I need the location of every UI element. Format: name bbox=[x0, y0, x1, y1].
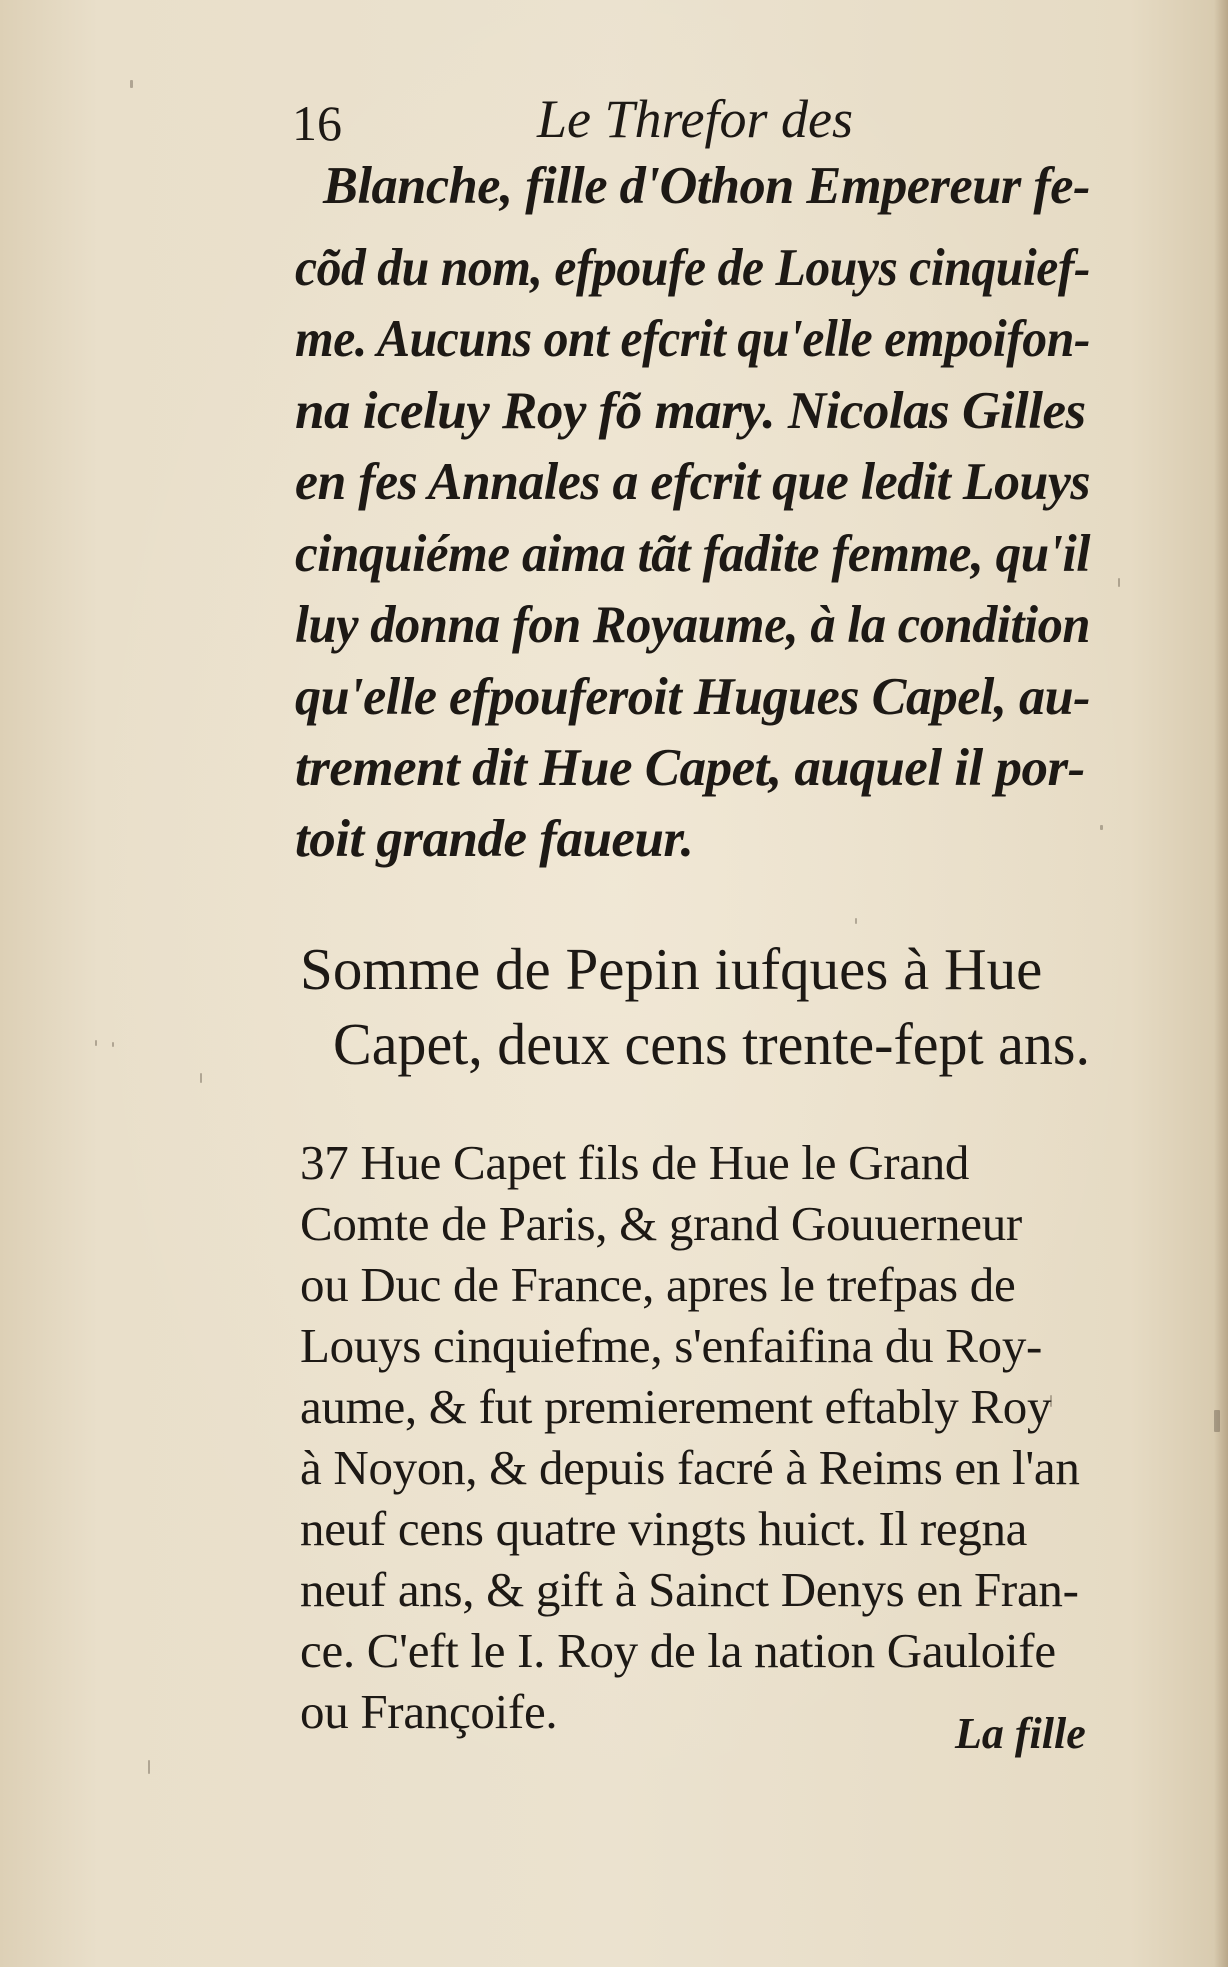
text-line: ce. C'eft le I. Roy de la nation Gauloife bbox=[300, 1623, 1056, 1678]
text-line: neuf ans, & gift à Sainct Denys en Fran- bbox=[300, 1562, 1079, 1617]
paper-speck bbox=[855, 918, 857, 924]
text-line: Blanche, fille d'Othon Empereur fe- bbox=[323, 157, 1090, 215]
heading-line: Somme de Pepin iufques à Hue bbox=[300, 936, 1043, 1002]
page-number: 16 bbox=[292, 95, 342, 151]
paper-speck bbox=[1214, 1410, 1220, 1432]
catchword: La fille bbox=[955, 1709, 1086, 1758]
text-line: na iceluy Roy fõ mary. Nicolas Gilles bbox=[295, 382, 1086, 440]
text-line: Comte de Paris, & grand Gouuerneur bbox=[300, 1196, 1022, 1251]
text-line: Louys cinquiefme, s'enfaifina du Roy- bbox=[300, 1318, 1043, 1373]
text-line: 37 Hue Capet fils de Hue le Grand bbox=[300, 1135, 970, 1190]
section-heading bbox=[295, 936, 1095, 1090]
paper-speck bbox=[95, 1040, 97, 1046]
paper-speck bbox=[1118, 578, 1120, 587]
text-line: trement dit Hue Capet, auquel il por- bbox=[295, 739, 1085, 797]
text-line: qu'elle efpouferoit Hugues Capel, au- bbox=[295, 668, 1090, 726]
heading-line: Capet, deux cens trente-fept ans. bbox=[333, 1011, 1090, 1077]
page-edge-shadow bbox=[1214, 0, 1228, 1967]
text-line: luy donna fon Royaume, à la condition bbox=[295, 596, 1090, 654]
text-line: cõd du nom, efpoufe de Louys cinquief- bbox=[295, 239, 1090, 297]
running-head bbox=[292, 88, 892, 158]
text-line: ou Duc de France, apres le trefpas de bbox=[300, 1257, 1016, 1312]
paper-speck bbox=[200, 1073, 202, 1083]
text-line: en fes Annales a efcrit que ledit Louys bbox=[295, 453, 1090, 511]
text-line: toit grande faueur. bbox=[295, 810, 694, 868]
text-line: neuf cens quatre vingts huict. Il regna bbox=[300, 1501, 1028, 1556]
paper-speck bbox=[112, 1042, 114, 1047]
text-line: cinquiéme aima tãt fadite femme, qu'il bbox=[295, 525, 1090, 583]
paper-speck bbox=[130, 80, 133, 88]
paper-speck bbox=[1100, 825, 1103, 830]
text-line: ou Françoife. bbox=[300, 1684, 558, 1739]
text-line: à Noyon, & depuis facré à Reims en l'an bbox=[300, 1440, 1080, 1495]
text-line: me. Aucuns ont efcrit qu'elle empoifon- bbox=[295, 310, 1090, 368]
italic-paragraph bbox=[295, 157, 1095, 868]
running-title: Le Threfor des bbox=[537, 89, 854, 149]
text-line: aume, & fut premierement eftably Roy bbox=[300, 1379, 1052, 1434]
paper-speck bbox=[148, 1760, 150, 1774]
